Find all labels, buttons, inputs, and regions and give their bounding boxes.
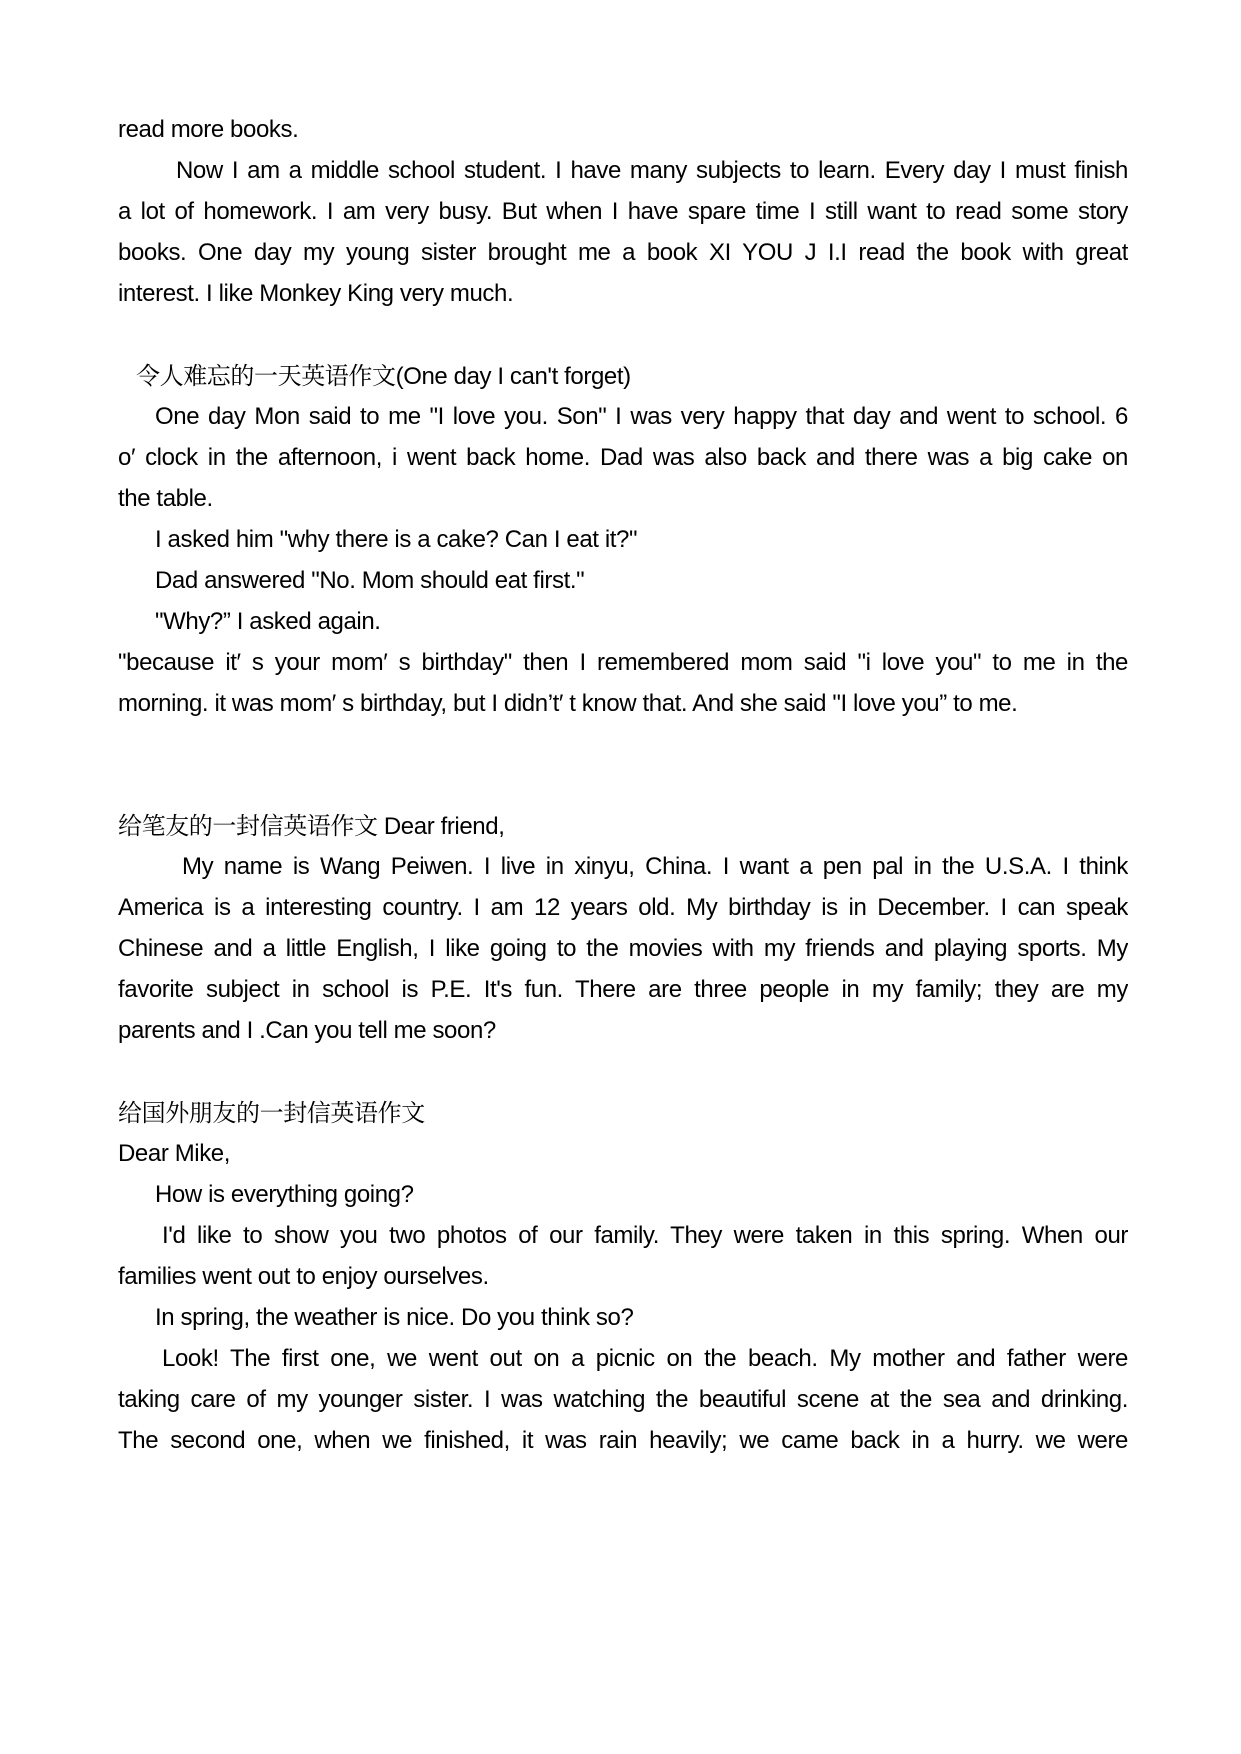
- paragraph-line: the table.: [118, 485, 213, 512]
- section-heading: 给国外朋友的一封信英语作文: [118, 1099, 425, 1127]
- section-heading: [136, 361, 1146, 392]
- paragraph-line: o′ clock in the afternoon, i went back home. Dad was also back and there was a big cake on: [118, 444, 1128, 471]
- paragraph-line: America is a interesting country. I am 12 years old. My birthday is in December. I can speak: [118, 894, 1128, 921]
- paragraph-line: morning. it was mom′ s birthday, but I didn’t′ t know that. And she said "I love you” to me.: [118, 690, 1018, 717]
- paragraph-line: I'd like to show you two photos of our family. They were taken in this spring. When our: [162, 1222, 1128, 1249]
- paragraph-line: interest. I like Monkey King very much.: [118, 280, 514, 307]
- paragraph-line: Look! The first one, we went out on a picnic on the beach. My mother and father were: [162, 1345, 1128, 1372]
- paragraph-line: "because it′ s your mom′ s birthday" then I remembered mom said "i love you" to me in the: [118, 649, 1128, 676]
- heading-chinese: 给笔友的一封信英语作文: [118, 812, 378, 840]
- paragraph-line: favorite subject in school is P.E. It's fun. There are three people in my family; they are my: [118, 976, 1128, 1003]
- paragraph-line: a lot of homework. I am very busy. But when I have spare time I still want to read some story: [118, 198, 1128, 225]
- heading-chinese: 令人难忘的一天英语作文: [136, 362, 396, 390]
- paragraph-line: How is everything going?: [155, 1181, 414, 1208]
- heading-english: (One day I can't forget): [395, 363, 631, 390]
- dialogue-line: Dad answered "No. Mom should eat first.": [155, 567, 585, 594]
- paragraph-line: families went out to enjoy ourselves.: [118, 1263, 489, 1290]
- paragraph-line: My name is Wang Peiwen. I live in xinyu, China. I want a pen pal in the U.S.A. I think: [182, 853, 1128, 880]
- paragraph-line: The second one, when we finished, it was rain heavily; we came back in a hurry. we were: [118, 1427, 1128, 1454]
- paragraph-line: Now I am a middle school student. I have many subjects to learn. Every day I must finish: [176, 157, 1128, 184]
- dialogue-line: I asked him "why there is a cake? Can I eat it?": [155, 526, 638, 553]
- section-heading: [118, 811, 1128, 842]
- paragraph-line: parents and I .Can you tell me soon?: [118, 1017, 496, 1044]
- heading-english: Dear friend,: [377, 813, 505, 840]
- paragraph-line: taking care of my younger sister. I was watching the beautiful scene at the sea and drinking.: [118, 1386, 1128, 1413]
- paragraph-line: read more books.: [118, 116, 299, 143]
- paragraph-line: Chinese and a little English, I like going to the movies with my friends and playing sports. My: [118, 935, 1128, 962]
- paragraph-line: books. One day my young sister brought me a book XI YOU J I.I read the book with great: [118, 239, 1128, 266]
- dialogue-line: "Why?” I asked again.: [155, 608, 381, 635]
- salutation: Dear Mike,: [118, 1140, 231, 1167]
- paragraph-line: In spring, the weather is nice. Do you think so?: [155, 1304, 634, 1331]
- paragraph-line: One day Mon said to me "I love you. Son" I was very happy that day and went to school. 6: [155, 403, 1128, 430]
